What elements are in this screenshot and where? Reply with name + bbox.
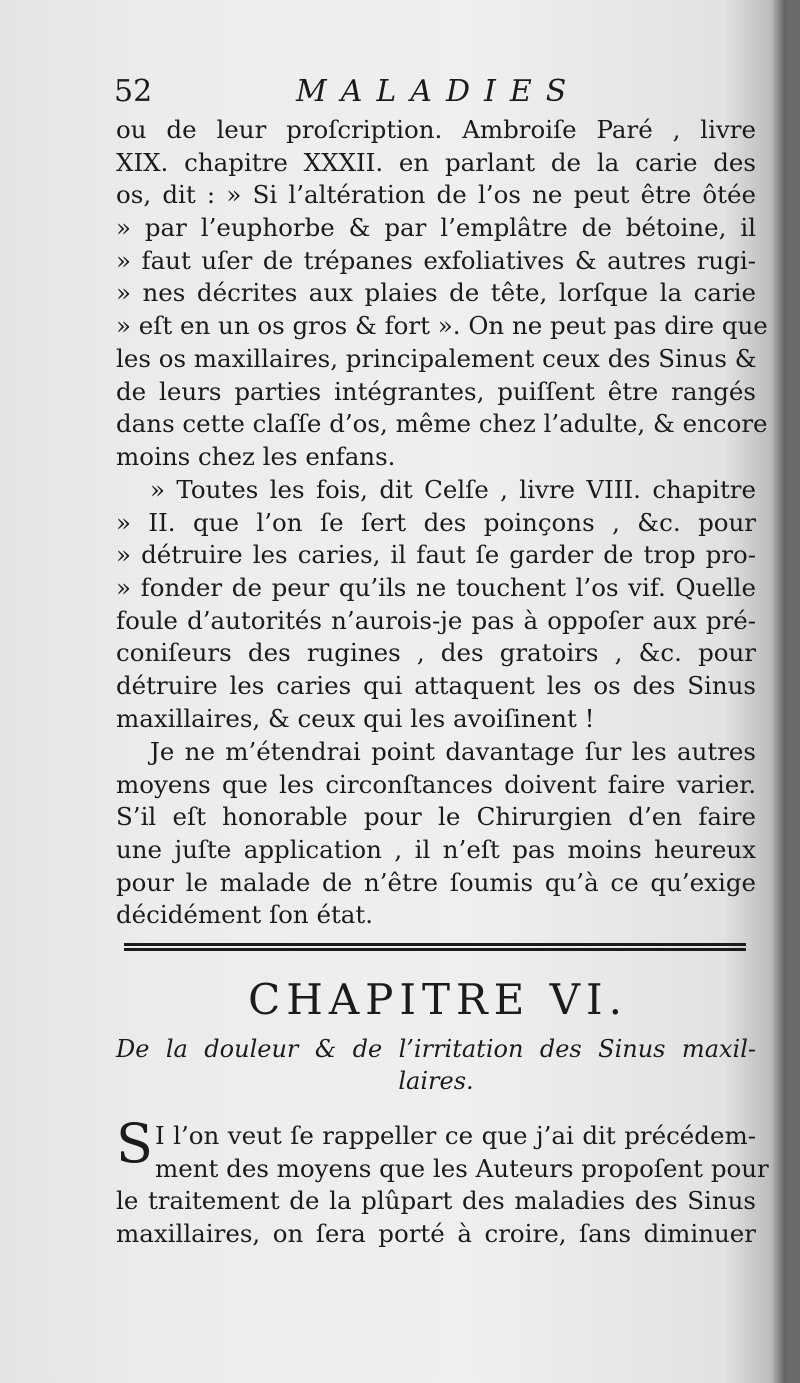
- running-head: [114, 72, 754, 112]
- text-line: » nes décrites aux plaies de tête, lorſque la carie: [116, 278, 756, 308]
- text-line: os, dit : » Si l’altération de l’os ne peut être ôtée: [116, 180, 756, 210]
- text-line: décidément ſon état.: [116, 900, 374, 930]
- text-line: » faut uſer de trépanes exfoliatives & autres rugi-: [116, 245, 756, 275]
- text-line: ment des moyens que les Auteurs propoſent pour: [155, 1153, 769, 1183]
- paragraph-4: [116, 1112, 769, 1251]
- chapter-subtitle: [116, 1033, 756, 1097]
- text-line: les os maxillaires, principalement ceux des Sinus &: [116, 343, 757, 373]
- text-line: Je ne m’étendrai point davantage ſur les autres: [150, 737, 756, 766]
- text-line: maxillaires, & ceux qui les avoiſinent !: [116, 703, 595, 733]
- first-line-text: I l’on veut ſe rappeller ce que j’ai dit précédem-: [155, 1121, 756, 1150]
- paragraph-1: [116, 114, 768, 474]
- text-line: moins chez les enfans.: [116, 441, 396, 471]
- text-line: XIX. chapitre XXXII. en parlant de la carie des: [116, 147, 756, 177]
- text-line: pour le malade de n’être ſoumis qu’à ce qu’exige: [116, 867, 756, 897]
- subtitle-line: De la douleur & de l’irritation des Sinus maxil-: [116, 1035, 756, 1063]
- text-line: détruire les caries qui attaquent les os des Sinus: [116, 671, 756, 701]
- text-line: moyens que les circonſtances doivent faire varier.: [116, 769, 756, 799]
- text-line: » fonder de peur qu’ils ne touchent l’os vif. Quelle: [116, 573, 756, 603]
- text-line: » Toutes les fois, dit Celſe , livre VIII. chapitre: [150, 475, 756, 504]
- page-edge-shadow: [772, 0, 786, 1383]
- text-line: ou de leur proſcription. Ambroiſe Paré , livre: [116, 115, 756, 144]
- running-title: MALADIES: [296, 74, 581, 109]
- text-line: une juſte application , il n’eſt pas moins heureux: [116, 835, 756, 865]
- subtitle-line: laires.: [398, 1067, 474, 1095]
- text-line: » par l’euphorbe & par l’emplâtre de bétoine, il: [116, 213, 756, 243]
- text-line: » eſt en un os gros & fort ». On ne peut pas dire que: [116, 311, 768, 341]
- paragraph-3: [116, 736, 756, 932]
- text-line: coniſeurs des rugines , des gratoirs , &c. pour: [116, 638, 756, 668]
- text-line: foule d’autorités n’aurois-je pas à oppoſer aux pré-: [116, 605, 756, 635]
- section-divider: [124, 943, 746, 951]
- text-line: » II. que l’on ſe ſert des poinçons , &c. pour: [116, 507, 756, 537]
- text-line: S’il eſt honorable pour le Chirurgien d’en faire: [116, 802, 756, 832]
- text-line: maxillaires, on ſera porté à croire, ſans diminuer: [116, 1219, 756, 1249]
- text-line: dans cette claſſe d’os, même chez l’adulte, & encore: [116, 409, 768, 439]
- drop-cap: S: [116, 1112, 153, 1175]
- paragraph-2: [116, 474, 756, 736]
- text-line: » détruire les caries, il faut ſe garder de trop pro-: [116, 540, 756, 570]
- text-line: le traitement de la plûpart des maladies des Sinus: [116, 1186, 756, 1216]
- chapter-title: CHAPITRE VI.: [248, 975, 628, 1024]
- text-line: de leurs parties intégrantes, puiſſent être rangés: [116, 376, 756, 406]
- page-number: 52: [114, 74, 153, 109]
